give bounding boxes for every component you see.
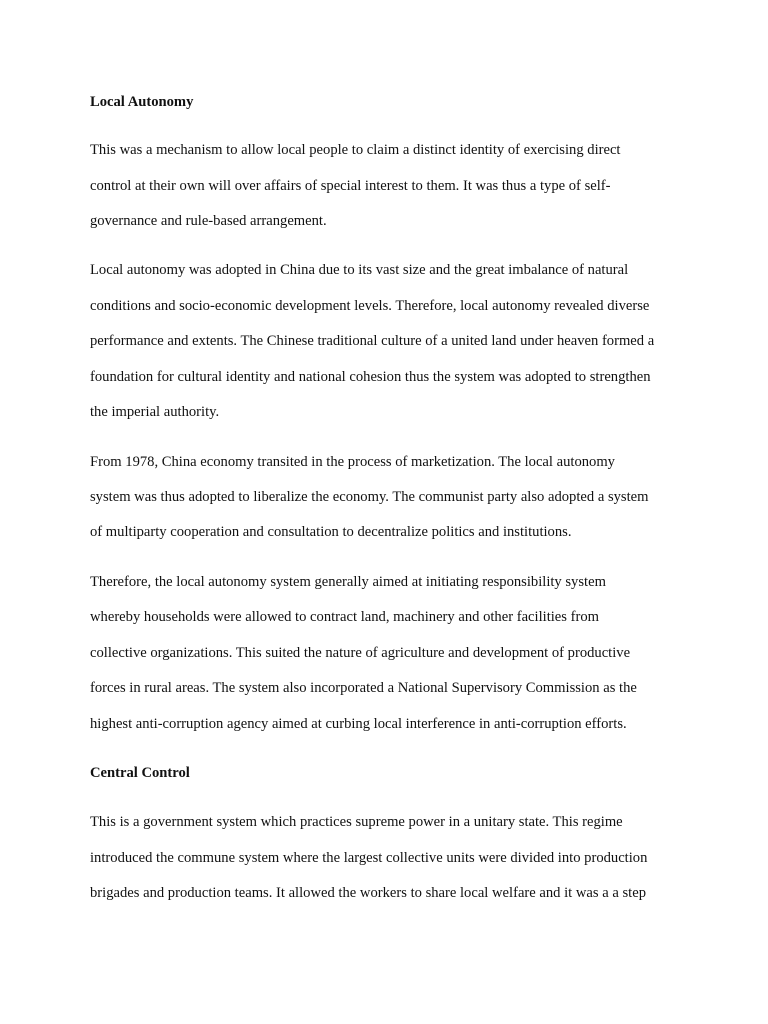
text-line: whereby households were allowed to contract land, machinery and other facilities from [90, 609, 599, 625]
text-line: From 1978, China economy transited in the process of marketization. The local autonomy [90, 454, 615, 470]
text-line: brigades and production teams. It allowed the workers to share local welfare and it was a a step [90, 885, 646, 901]
text-line: Therefore, the local autonomy system generally aimed at initiating responsibility system [90, 574, 606, 590]
text-line: forces in rural areas. The system also incorporated a National Supervisory Commission as the [90, 680, 637, 696]
text-line: of multiparty cooperation and consultation to decentralize politics and institutions. [90, 524, 572, 540]
text-line: conditions and socio-economic development levels. Therefore, local autonomy revealed diverse [90, 298, 650, 314]
text-line: performance and extents. The Chinese traditional culture of a united land under heaven formed a [90, 333, 655, 349]
text-line: foundation for cultural identity and national cohesion thus the system was adopted to strengthen [90, 369, 651, 385]
section-heading-central-control: Central Control [90, 765, 190, 781]
text-line: governance and rule-based arrangement. [90, 213, 327, 229]
text-line: This is a government system which practices supreme power in a unitary state. This regime [90, 814, 623, 830]
section-heading-local-autonomy: Local Autonomy [90, 94, 194, 110]
text-line: control at their own will over affairs of special interest to them. It was thus a type of self- [90, 178, 611, 194]
text-line: This was a mechanism to allow local people to claim a distinct identity of exercising direct [90, 142, 621, 158]
text-line: collective organizations. This suited the nature of agriculture and development of productive [90, 645, 631, 661]
text-line: system was thus adopted to liberalize the economy. The communist party also adopted a system [90, 489, 649, 505]
text-line: introduced the commune system where the largest collective units were divided into production [90, 850, 648, 866]
text-line: the imperial authority. [90, 404, 220, 420]
text-line: highest anti-corruption agency aimed at curbing local interference in anti-corruption efforts. [90, 716, 627, 732]
text-line: Local autonomy was adopted in China due to its vast size and the great imbalance of natural [90, 262, 629, 278]
